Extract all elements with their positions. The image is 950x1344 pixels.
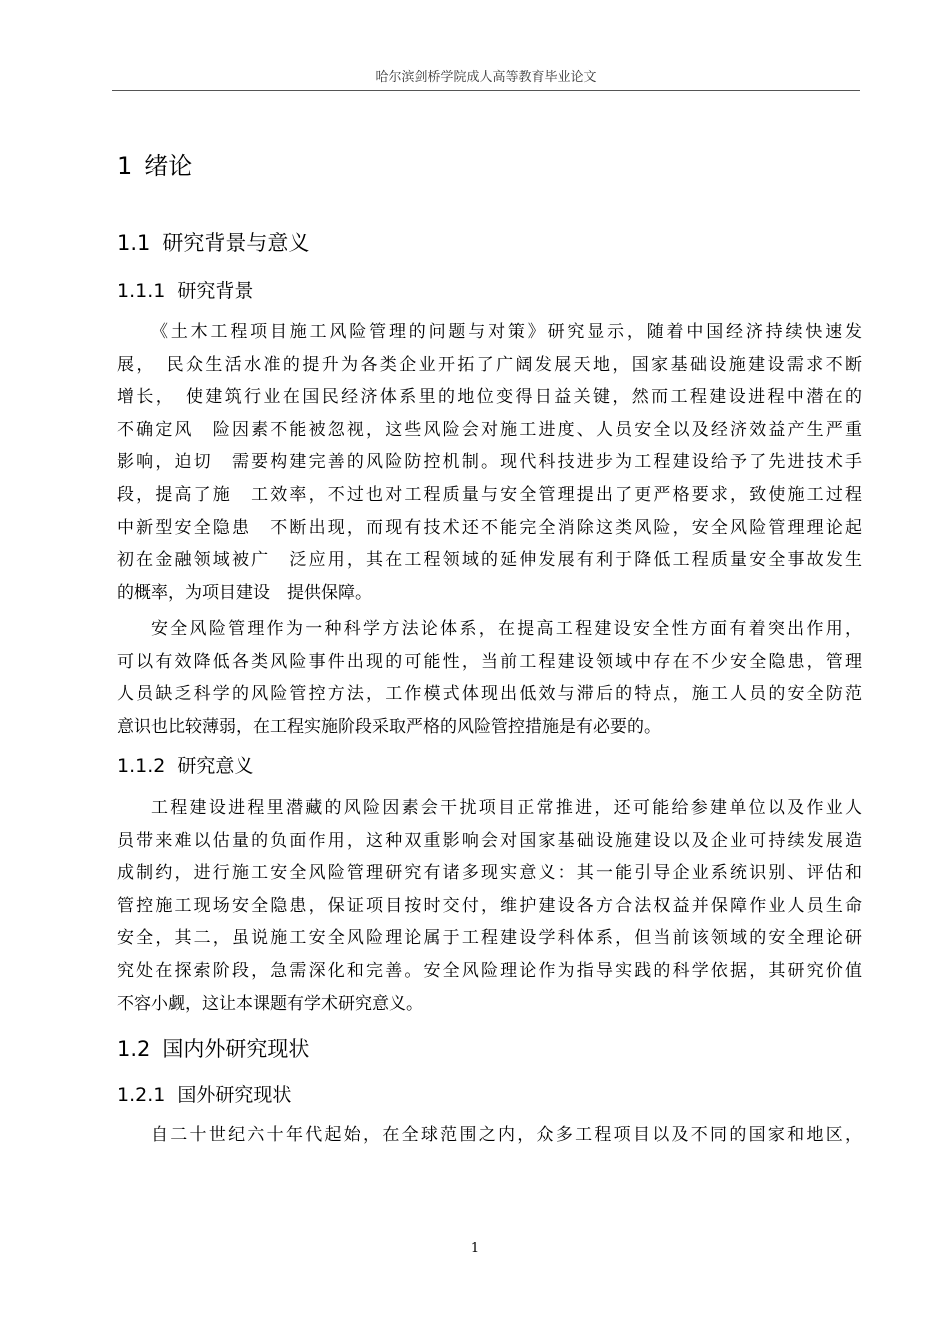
subsection-title: 国外研究现状: [177, 1084, 292, 1106]
paragraph-research-background: [117, 316, 862, 609]
text-line: 展， 民众生活水准的提升为各类企业开拓了广阔发展天地，国家基础设施建设需求不断: [117, 354, 862, 375]
chapter-heading: [117, 146, 192, 181]
running-header: 哈尔滨剑桥学院成人高等教育毕业论文: [375, 70, 597, 85]
text-line: 增长， 使建筑行业在国民经济体系里的地位变得日益关键，然而工程建设进程中潜在的: [117, 387, 862, 408]
text-line: 的概率，为项目建设 提供保障。: [117, 582, 372, 603]
chapter-number: 1: [117, 152, 133, 180]
text-line: 自二十世纪六十年代起始，在全球范围之内，众多工程项目以及不同的国家和地区，: [151, 1125, 862, 1145]
text-line: 员带来难以估量的负面作用，这种双重影响会对国家基础设施建设以及企业可持续发展造: [117, 830, 862, 851]
text-line: 管控施工现场安全隐患，保证项目按时交付，维护建设各方合法权益并保障作业人员生命: [117, 895, 862, 916]
chapter-title: 绪论: [144, 152, 193, 180]
text-line: 影响，迫切 需要构建完善的风险防控机制。现代科技进步为工程建设给予了先进技术手: [117, 452, 862, 473]
section-heading-1-2: [117, 1033, 309, 1063]
text-line: 安全，其二，虽说施工安全风险理论属于工程建设学科体系，但当前该领域的安全理论研: [117, 928, 862, 949]
text-line: 段，提高了施 工效率，不过也对工程质量与安全管理提出了更严格要求，致使施工过程: [117, 484, 862, 505]
text-line: 初在金融领域被广 泛应用，其在工程领域的延伸发展有利于降低工程质量安全事故发生: [117, 550, 862, 571]
page-number: 1: [470, 1241, 480, 1256]
text-line: 工程建设进程里潜藏的风险因素会干扰项目正常推进，还可能给参建单位以及作业人: [151, 798, 862, 818]
paragraph-research-significance: [117, 792, 862, 1020]
subsection-heading-1-2-1: [117, 1080, 291, 1107]
section-title: 研究背景与意义: [162, 231, 310, 255]
text-line: 意识也比较薄弱，在工程实施阶段采取严格的风险管控措施是有必要的。: [117, 716, 661, 737]
text-line: 成制约，进行施工安全风险管理研究有诸多现实意义：其一能引导企业系统识别、评估和: [117, 863, 862, 884]
text-line: 不容小觑，这让本课题有学术研究意义。: [117, 993, 423, 1014]
section-title: 国内外研究现状: [162, 1037, 310, 1061]
text-line: 不确定风 险因素不能被忽视，这些风险会对施工进度、人员安全以及经济效益产生严重: [117, 419, 862, 440]
paragraph-safety-risk-management: [117, 613, 862, 743]
text-line: 中新型安全隐患 不断出现，而现有技术还不能完全消除这类风险，安全风险管理理论起: [117, 517, 862, 538]
subsection-number: 1.1.1: [117, 280, 166, 302]
subsection-title: 研究背景: [177, 280, 254, 302]
text-line: 人员缺乏科学的风险管控方法，工作模式体现出低效与滞后的特点，施工人员的安全防范: [117, 684, 862, 705]
subsection-heading-1-1-2: [117, 751, 253, 778]
section-number: 1.2: [117, 1037, 151, 1061]
section-heading-1-1: [117, 227, 309, 257]
subsection-number: 1.2.1: [117, 1084, 166, 1106]
subsection-heading-1-1-1: [117, 276, 253, 303]
text-line: 究处在探索阶段，急需深化和完善。安全风险理论作为指导实践的科学依据，其研究价值: [117, 960, 862, 981]
header-divider: [112, 90, 860, 91]
text-line: 《土木工程项目施工风险管理的问题与对策》研究显示，随着中国经济持续快速发: [151, 322, 862, 342]
text-line: 可以有效降低各类风险事件出现的可能性，当前工程建设领域中存在不少安全隐患，管理: [117, 651, 862, 672]
subsection-number: 1.1.2: [117, 755, 166, 777]
paragraph-foreign-research: [117, 1119, 862, 1152]
subsection-title: 研究意义: [177, 755, 254, 777]
section-number: 1.1: [117, 231, 151, 255]
text-line: 安全风险管理作为一种科学方法论体系，在提高工程建设安全性方面有着突出作用，: [151, 619, 862, 639]
